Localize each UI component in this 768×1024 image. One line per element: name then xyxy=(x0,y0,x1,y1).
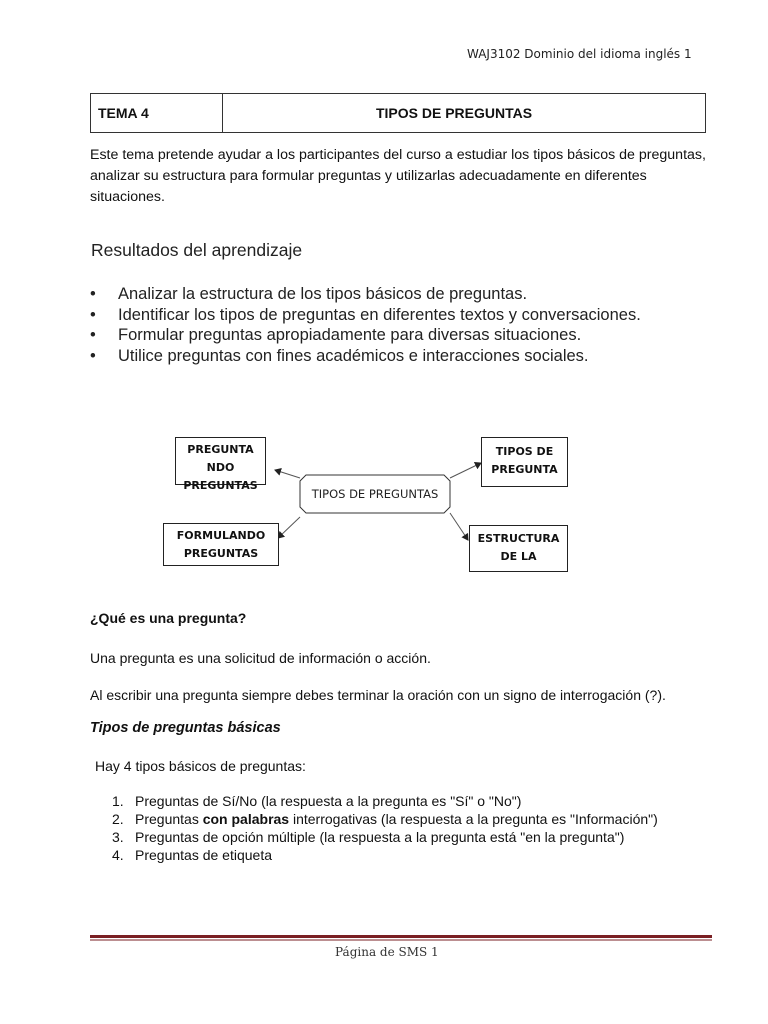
types-section-title: Tipos de preguntas básicas xyxy=(90,720,281,736)
topic-number: TEMA 4 xyxy=(91,94,223,132)
course-header: WAJ3102 Dominio del idioma inglés 1 xyxy=(467,47,692,61)
connector-bottom-right xyxy=(450,513,468,540)
footer-rule-thick xyxy=(90,935,712,938)
list-item xyxy=(112,792,732,810)
box-line: NDO xyxy=(206,461,235,474)
list-item-text-bold: con palabras xyxy=(202,811,290,827)
box-line: PREGUNTAS xyxy=(183,547,259,560)
connector-top-left xyxy=(275,470,300,478)
list-item xyxy=(112,846,732,864)
topic-table xyxy=(90,93,706,133)
box-line: TIPOS DE xyxy=(495,445,554,458)
list-item-text: Preguntas de opción múltiple (la respuesta a la pregunta está "en la pregunta") xyxy=(135,829,625,845)
list-number: 4. xyxy=(112,847,124,863)
list-item xyxy=(112,828,732,846)
box-line: FORMULANDO xyxy=(176,529,266,542)
question-note: Al escribir una pregunta siempre debes terminar la oración con un signo de interrogación (?). xyxy=(90,687,666,703)
list-number: 1. xyxy=(112,793,124,809)
diagram-box-bottom-right xyxy=(469,525,568,572)
learning-result-item: • Formular preguntas apropiadamente para diversas situaciones. xyxy=(90,325,730,346)
learning-result-item: • Utilice preguntas con fines académicos e interacciones sociales. xyxy=(90,346,730,367)
list-number: 2. xyxy=(112,811,124,827)
box-line: ESTRUCTURA xyxy=(477,532,560,545)
page-footer: Página de SMS 1 xyxy=(335,945,439,959)
footer-divider xyxy=(90,935,712,941)
box-line: PREGUNTA xyxy=(187,443,254,456)
diagram-center-label: TIPOS DE PREGUNTAS xyxy=(311,487,439,501)
intro-paragraph: Este tema pretende ayudar a los participantes del curso a estudiar los tipos básicos de preguntas, analizar su estructura para formular preguntas y utilizarlas adecuadamente en diferentes situaciones. xyxy=(90,147,706,205)
question-types-list xyxy=(112,792,732,864)
diagram-box-top-right xyxy=(481,437,568,487)
box-line: PREGUNTA xyxy=(491,463,558,476)
question-definition: Una pregunta es una solicitud de información o acción. xyxy=(90,650,431,666)
connector-top-right xyxy=(450,463,481,478)
question-section-title: ¿Qué es una pregunta? xyxy=(90,610,247,626)
concept-diagram xyxy=(150,430,590,580)
list-item xyxy=(112,810,732,828)
box-line: PREGUNTAS xyxy=(183,479,258,492)
box-line: DE LA xyxy=(500,550,537,563)
connector-bottom-left xyxy=(278,517,300,538)
learning-results-title: Resultados del aprendizaje xyxy=(91,240,303,260)
list-item-text-post: interrogativas (la respuesta a la pregunta es "Información") xyxy=(289,811,658,827)
footer-rule-thin xyxy=(90,940,712,941)
list-item-text: Preguntas de Sí/No (la respuesta a la pregunta es "Sí" o "No") xyxy=(135,793,522,809)
learning-result-item: • Identificar los tipos de preguntas en diferentes textos y conversaciones. xyxy=(90,305,730,326)
learning-result-item: • Analizar la estructura de los tipos básicos de preguntas. xyxy=(90,284,730,305)
diagram-box-top-left xyxy=(175,437,266,492)
topic-title: TIPOS DE PREGUNTAS xyxy=(375,105,533,121)
list-number: 3. xyxy=(112,829,124,845)
learning-results-list xyxy=(90,284,730,366)
list-item-text-pre: Preguntas xyxy=(135,811,203,827)
list-item-text: Preguntas de etiqueta xyxy=(135,847,272,863)
types-intro: Hay 4 tipos básicos de preguntas: xyxy=(95,758,306,774)
diagram-box-bottom-left xyxy=(163,523,279,566)
